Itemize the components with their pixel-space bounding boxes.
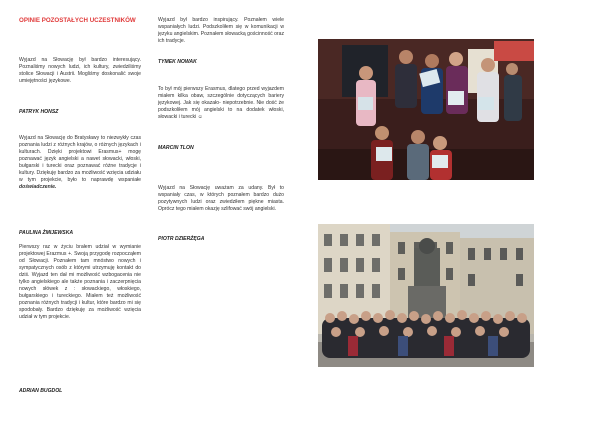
photo-group-statue: [318, 224, 534, 367]
section-title: OPINIE POZOSTAŁYCH UCZESTNIKÓW: [19, 17, 136, 24]
photo-group-statue-icon: [318, 224, 534, 367]
testimonial-author-4: TYMEK NOWAK: [158, 59, 197, 65]
testimonial-text-4: Wyjazd był bardzo inspirujący. Poznałem wiele wspaniałych ludzi. Podszkoliłem się w komunikacji w języku angielskim. Poznałem słowacką gościnność oraz ich tradycje.: [158, 17, 284, 45]
photo-certificates: [318, 39, 534, 180]
testimonial-author-1: PATRYK HONSZ: [19, 109, 59, 115]
testimonial-text-2: Wyjazd na Słowację do Bratysławy to niezwykły czas poznania ludzi z różnych krajów, o różnych językach i kulturach. Dzięki projektowi Erasmus+ mogę poznawać język angielski a nawet słowacki, włoski, bułgarski i turecki oraz poznawać różne tradycje i kultury. Dziękuję bardzo za możliwość wzięcia udziału w tym projekcie, było to naprawdę wspaniałe doświadczenie.: [19, 135, 141, 191]
testimonial-text-6: Wyjazd na Słowację uważam za udany. Był to wspaniały czas, w których poznałem bardzo dużo pozytywnych ludzi oraz zwiedziłem piękne miasta. Oprócz tego miałem okazję szlifować swój angielski.: [158, 185, 284, 213]
testimonial-author-3: ADRIAN BUGDOL: [19, 388, 63, 394]
testimonial-text-5: To był mój pierwszy Erasmus, dlatego przed wyjazdem miałem kilka obaw, szczególnie dotyczących bariery językowej. Jak się okazało- niepotrzebnie. Nie dość że podszkoliłem mój angielski to na dodatek włoski, słowacki i turecki ☺: [158, 86, 284, 121]
testimonial-text-1: Wyjazd na Słowację był bardzo interesujący. Poznaliśmy nowych ludzi, ich kultury, zwiedziliśmy stolice Słowacji i Austrii. Mogliśmy doskonalić swoje umiejętności językowe.: [19, 57, 141, 85]
testimonial-author-2: PAULINA ŻMIJEWSKA: [19, 230, 74, 236]
testimonial-author-5: MARCIN TLON: [158, 145, 194, 151]
testimonial-author-6: PIOTR DZIERŻĘGA: [158, 236, 205, 242]
testimonial-text-3: Pierwszy raz w życiu brałem udział w wymianie projektowej Erazmus +. Swoją przygodę rozpocząłem od Słowacji. Poznałem tam mnóstwo nowych i sympatycznych osób z którymi utrzymuję kontakt do dziś. Wyjazd ten dał mi możliwość wzbogacenia nie tylko angielskiego ale także poznania i zaczerpnięcia nowych słówek z : słowackiego, włoskiego, bułgarskiego i tureckiego. Miałem też możliwość poznania różnych tradycji i kultur, które bardzo mi się spodobały. Bardzo dziękuję za możliwość wzięcia udział w tym projekcie.: [19, 244, 141, 321]
photo-certificates-icon: [318, 39, 534, 180]
